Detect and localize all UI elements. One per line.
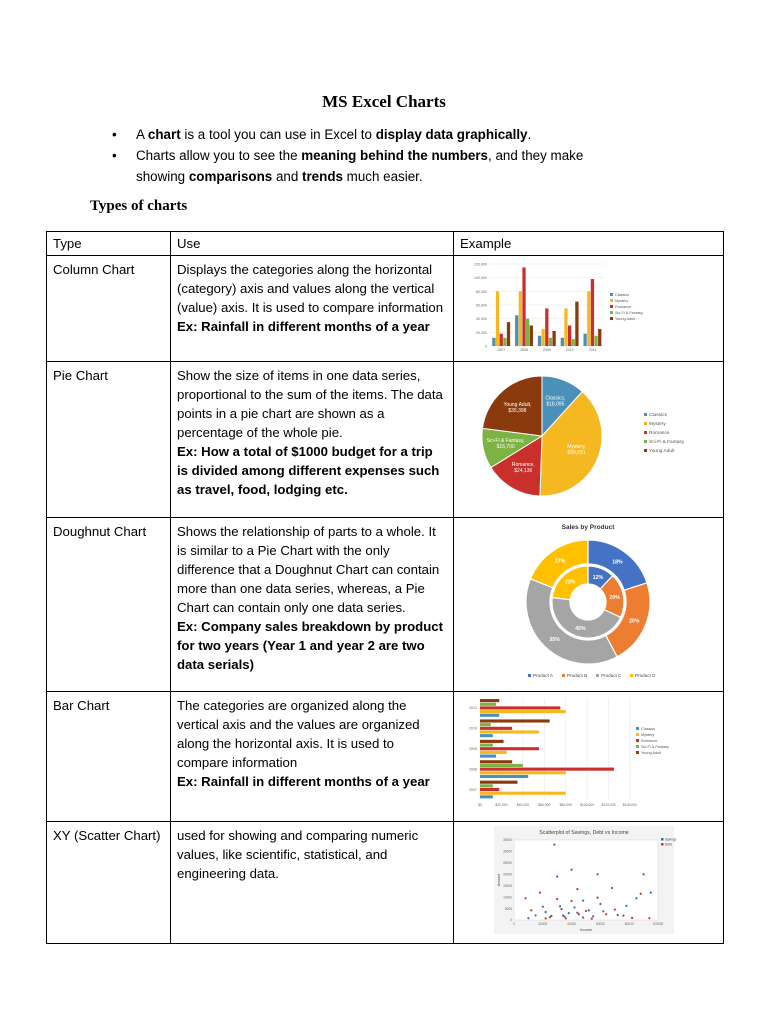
row-example — [454, 256, 724, 362]
horizontal-bar — [480, 795, 493, 798]
scatter-point — [535, 914, 537, 916]
scatter-point — [605, 913, 607, 915]
x-tick-label: $40,000 — [516, 803, 529, 807]
horizontal-bar — [480, 699, 499, 702]
table-header-row — [47, 232, 724, 256]
column-bar — [598, 329, 601, 346]
bar-chart — [458, 694, 720, 814]
row-type: XY (Scatter Chart) — [47, 822, 171, 944]
segment-label: 20% — [629, 618, 640, 625]
column-bar — [583, 334, 586, 346]
x-tick-label: $140,000 — [622, 803, 638, 807]
legend-label: Product A — [533, 673, 553, 678]
legend-label: Sci-Fi & Fantasy — [615, 311, 643, 315]
scatter-point — [571, 900, 573, 902]
row-type: Doughnut Chart — [47, 518, 171, 692]
table-row — [47, 518, 724, 692]
y-tick-label: 25000 — [503, 861, 512, 866]
horizontal-bar — [480, 784, 493, 787]
legend-label: Romance — [641, 739, 658, 743]
text-segment: . — [527, 127, 532, 142]
slice-label: Mystery, — [567, 444, 586, 451]
y-tick-label: 0 — [510, 918, 512, 923]
row-example — [454, 362, 724, 518]
table-row — [47, 822, 724, 944]
scatter-point — [631, 917, 633, 919]
column-bar — [496, 291, 499, 346]
legend-label: Sci-Fi & Fantasy — [641, 745, 669, 749]
x-tick-label: $120,000 — [601, 803, 616, 807]
legend-label: Debt — [665, 842, 672, 847]
column-bar — [561, 338, 564, 346]
scatter-point — [573, 906, 575, 908]
row-use — [171, 692, 454, 822]
row-use — [171, 518, 454, 692]
legend-label: Product B — [567, 673, 588, 678]
horizontal-bar — [480, 727, 512, 730]
legend-swatch — [528, 674, 531, 677]
header-type: Type — [47, 232, 171, 256]
bullet-item — [112, 145, 632, 187]
legend-label: Romance — [649, 431, 670, 436]
column-bar — [538, 336, 541, 346]
column-bar — [572, 339, 575, 346]
column-bar — [594, 336, 597, 346]
x-tick-label: 2007 — [497, 348, 506, 352]
scatter-point — [550, 915, 552, 917]
slice-label: $18,095 — [546, 401, 565, 408]
x-tick-label: 60000 — [595, 922, 605, 926]
x-tick-label: $20,000 — [495, 803, 508, 807]
bullet-dot-icon: • — [112, 127, 117, 142]
chart-title: Sales by Product — [561, 524, 615, 531]
legend-swatch — [636, 751, 639, 754]
pie-chart — [458, 364, 718, 510]
x-tick-label: 2010 — [565, 348, 574, 352]
legend-swatch — [644, 422, 647, 425]
segment-label: 45% — [575, 625, 586, 632]
horizontal-bar — [480, 740, 504, 743]
horizontal-bar — [480, 771, 566, 774]
x-tick-label: 80000 — [624, 922, 634, 926]
legend-swatch — [661, 838, 664, 841]
chart-title: Scatterplot of Savings, Debt vs Income — [539, 830, 629, 836]
scatter-point — [611, 887, 613, 889]
row-type: Bar Chart — [47, 692, 171, 822]
section-heading: Types of charts — [90, 198, 188, 214]
scatter-point — [635, 897, 637, 899]
scatter-point — [588, 909, 590, 911]
y-tick-label: 20,000 — [476, 330, 487, 335]
x-tick-label: $100,000 — [580, 803, 595, 807]
column-chart — [458, 258, 658, 354]
legend-label: Mystery — [649, 422, 666, 427]
horizontal-bar — [480, 714, 499, 717]
row-type: Column Chart — [47, 256, 171, 362]
legend-swatch — [610, 293, 613, 296]
horizontal-bar — [480, 792, 566, 795]
column-bar — [564, 308, 567, 346]
x-tick-label: 20000 — [538, 922, 548, 926]
column-bar — [519, 291, 522, 346]
column-bar — [507, 322, 510, 346]
scatter-point — [571, 869, 573, 871]
horizontal-bar — [480, 706, 560, 709]
scatter-point — [556, 898, 558, 900]
y-tick-label: 30000 — [503, 849, 512, 854]
x-tick-label: 40000 — [567, 922, 577, 926]
column-bar — [530, 326, 533, 347]
legend-swatch — [610, 317, 613, 320]
horizontal-bar — [480, 751, 507, 754]
scatter-point — [542, 906, 544, 908]
column-bar — [549, 338, 552, 346]
legend-swatch — [610, 311, 613, 314]
y-axis-label: Amount — [497, 873, 501, 887]
scatter-point — [599, 903, 601, 905]
column-bar — [492, 338, 495, 346]
segment-label: 23% — [564, 579, 576, 586]
scatter-point — [562, 914, 564, 916]
row-use — [171, 362, 454, 518]
legend-swatch — [661, 843, 664, 846]
segment-label: 12% — [592, 574, 604, 581]
row-use — [171, 256, 454, 362]
use-text: used for showing and comparing numeric values, like scientific, statistical, and engineering data. — [177, 828, 419, 881]
bullet-text — [136, 127, 531, 142]
column-bar — [587, 291, 590, 346]
horizontal-bar — [480, 764, 523, 767]
chart-types-table — [46, 231, 724, 944]
scatter-point — [591, 918, 593, 920]
legend-swatch — [636, 745, 639, 748]
example-text: Ex: How a total of $1000 budget for a trip is divided among different expenses such as travel, food, lodging etc. — [177, 444, 440, 497]
legend-swatch — [644, 449, 647, 452]
table-row — [47, 256, 724, 362]
scatter-point — [560, 908, 562, 910]
y-tick-label: 20000 — [503, 872, 512, 877]
legend-swatch — [636, 733, 639, 736]
horizontal-bar — [480, 703, 496, 706]
use-text: Show the size of items in one data series, proportional to the sum of the items. The data points in a pie chart are shown as a percentage of the whole pie. — [177, 368, 443, 440]
x-axis-label: Income — [580, 928, 592, 932]
scatter-point — [576, 912, 578, 914]
y-tick-label: 2009 — [469, 747, 477, 751]
column-bar — [503, 338, 506, 346]
y-tick-label: 60,000 — [476, 303, 487, 308]
y-tick-label: 5000 — [504, 906, 512, 911]
scatter-point — [617, 914, 619, 916]
scatter-point — [553, 843, 555, 845]
legend-label: Romance — [615, 305, 632, 309]
x-tick-label: 2009 — [543, 348, 551, 352]
table-row — [47, 692, 724, 822]
x-tick-label: $80,000 — [559, 803, 572, 807]
legend-swatch — [636, 727, 639, 730]
y-tick-label: 2008 — [469, 767, 477, 772]
scatter-point — [545, 911, 547, 913]
column-bar — [552, 331, 555, 346]
scatter-point — [622, 915, 624, 917]
legend-swatch — [636, 739, 639, 742]
y-tick-label: 15000 — [503, 883, 512, 888]
horizontal-bar — [480, 743, 493, 746]
example-text: Ex: Company sales breakdown by product for two years (Year 1 and year 2 are two data serials) — [177, 619, 444, 672]
scatter-chart — [458, 824, 720, 936]
use-text: The categories are organized along the vertical axis and the values are organized along the horizontal axis. It is used to compare information — [177, 698, 420, 770]
scatter-point — [625, 905, 627, 907]
legend-swatch — [610, 299, 613, 302]
scatter-point — [648, 917, 650, 919]
scatter-point — [576, 888, 578, 890]
table-row — [47, 362, 724, 518]
column-bar — [568, 326, 571, 347]
intro-bullets — [112, 124, 632, 187]
bold-text: comparisons — [188, 169, 273, 184]
bold-text: meaning behind the numbers — [301, 148, 488, 163]
text-segment: is a tool you can use in Excel to — [180, 127, 376, 142]
column-bar — [542, 329, 545, 346]
legend-label: Product C — [601, 673, 622, 678]
x-tick-label: 0 — [513, 922, 515, 926]
bold-text: display data graphically — [375, 127, 528, 142]
plot-area — [514, 840, 658, 920]
row-example — [454, 692, 724, 822]
scatter-point — [592, 915, 594, 917]
legend-label: Savings — [665, 837, 677, 842]
x-tick-label: 2011 — [588, 348, 597, 352]
y-tick-label: 120,000 — [474, 262, 487, 267]
example-text: Ex: Rainfall in different months of a year — [177, 319, 430, 334]
scatter-point — [556, 875, 558, 877]
legend-label: Sci-Fi & Fantasy — [649, 440, 685, 445]
use-text: Displays the categories along the horizontal (category) axis and values along the vertical (value) axis. It is used to compare information — [177, 262, 444, 315]
slice-label: $16,700 — [496, 443, 515, 450]
use-text: Shows the relationship of parts to a whole. It is similar to a Pie Chart with the only difference that a Doughnut Chart can contain more than one data series, whereas, a Pie Chart can contain only one data series. — [177, 524, 440, 615]
scatter-point — [643, 873, 645, 875]
y-tick-label: 2011 — [469, 706, 477, 711]
x-tick-label: $0 — [478, 803, 482, 807]
legend-swatch — [610, 305, 613, 308]
horizontal-bar — [480, 775, 528, 778]
column-bar — [545, 308, 548, 346]
row-example — [454, 822, 724, 944]
text-segment: much easier. — [342, 169, 423, 184]
y-tick-label: 40,000 — [476, 317, 487, 322]
text-segment: Charts allow you to see the — [136, 148, 302, 163]
y-tick-label: 2007 — [469, 787, 477, 792]
column-bar — [526, 319, 529, 346]
legend-label: Mystery — [641, 733, 655, 737]
y-tick-label: 10000 — [503, 895, 512, 900]
row-use — [171, 822, 454, 944]
horizontal-bar — [480, 719, 550, 722]
example-text: Ex: Rainfall in different months of a year — [177, 774, 430, 789]
legend-label: Classics — [649, 413, 667, 418]
slice-label: Classics, — [545, 395, 566, 402]
scatter-point — [614, 908, 616, 910]
header-use: Use — [171, 232, 454, 256]
text-segment: , and they make showing — [136, 148, 584, 184]
horizontal-bar — [480, 788, 499, 791]
y-tick-label: 2010 — [469, 726, 477, 731]
horizontal-bar — [480, 760, 512, 763]
scatter-point — [582, 899, 584, 901]
bold-text: trends — [302, 169, 343, 184]
header-example: Example — [454, 232, 724, 256]
scatter-point — [545, 917, 547, 919]
segment-label: 17% — [554, 558, 566, 565]
slice-label: Sci-Fi & Fantasy, — [486, 437, 525, 444]
x-tick-label: 100000 — [652, 922, 664, 926]
horizontal-bar — [480, 710, 566, 713]
legend-label: Young Adult — [615, 317, 636, 321]
column-bar — [522, 267, 525, 346]
legend-swatch — [562, 674, 565, 677]
bullet-dot-icon: • — [112, 148, 117, 163]
slice-label: $59,831 — [567, 450, 586, 457]
text-segment: A — [136, 127, 148, 142]
legend-label: Classics — [641, 727, 656, 731]
x-tick-label: $60,000 — [538, 803, 551, 807]
row-example — [454, 518, 724, 692]
legend-swatch — [644, 431, 647, 434]
scatter-point — [559, 905, 561, 907]
horizontal-bar — [480, 768, 614, 771]
segment-label: 35% — [549, 637, 560, 644]
bullet-item — [112, 124, 632, 145]
scatter-point — [565, 917, 567, 919]
legend-label: Mystery — [615, 299, 629, 303]
scatter-point — [524, 897, 526, 899]
bold-text: chart — [147, 127, 181, 142]
legend-swatch — [596, 674, 599, 677]
scatter-point — [596, 897, 598, 899]
scatter-point — [527, 917, 529, 919]
horizontal-bar — [480, 781, 518, 784]
scatter-point — [539, 891, 541, 893]
slice-label: Young Adult, — [503, 402, 532, 409]
scatter-point — [640, 893, 642, 895]
y-tick-label: 0 — [485, 344, 487, 349]
doughnut-chart — [458, 520, 718, 684]
page-title: MS Excel Charts — [322, 92, 446, 111]
scatter-point — [582, 916, 584, 918]
scatter-point — [568, 912, 570, 914]
y-tick-label: 80,000 — [476, 289, 487, 294]
row-type: Pie Chart — [47, 362, 171, 518]
legend-swatch — [644, 440, 647, 443]
scatter-point — [650, 891, 652, 893]
scatter-point — [602, 910, 604, 912]
horizontal-bar — [480, 747, 539, 750]
horizontal-bar — [480, 755, 496, 758]
legend-label: Product D — [635, 673, 656, 678]
legend-swatch — [630, 674, 633, 677]
y-tick-label: 100,000 — [474, 276, 487, 281]
legend-label: Young Adult — [649, 449, 675, 454]
legend-label: Classics — [615, 293, 630, 297]
text-segment: and — [272, 169, 303, 184]
horizontal-bar — [480, 723, 491, 726]
horizontal-bar — [480, 730, 539, 733]
scatter-point — [530, 909, 532, 911]
bullet-text — [136, 148, 583, 184]
segment-label: 20% — [609, 594, 620, 601]
y-tick-label: 35000 — [503, 838, 512, 843]
horizontal-bar — [480, 734, 493, 737]
scatter-point — [585, 910, 587, 912]
slice-label: $24,136 — [514, 468, 533, 475]
slice-label: Romance, — [511, 462, 535, 469]
slice-label: $35,398 — [508, 408, 527, 415]
segment-label: 18% — [612, 559, 623, 566]
column-bar — [575, 302, 578, 346]
column-bar — [500, 334, 503, 346]
legend-label: Young Adult — [641, 751, 662, 755]
column-bar — [515, 315, 518, 346]
legend-swatch — [644, 413, 647, 416]
x-tick-label: 2008 — [520, 348, 529, 352]
column-bar — [591, 279, 594, 346]
scatter-point — [596, 873, 598, 875]
